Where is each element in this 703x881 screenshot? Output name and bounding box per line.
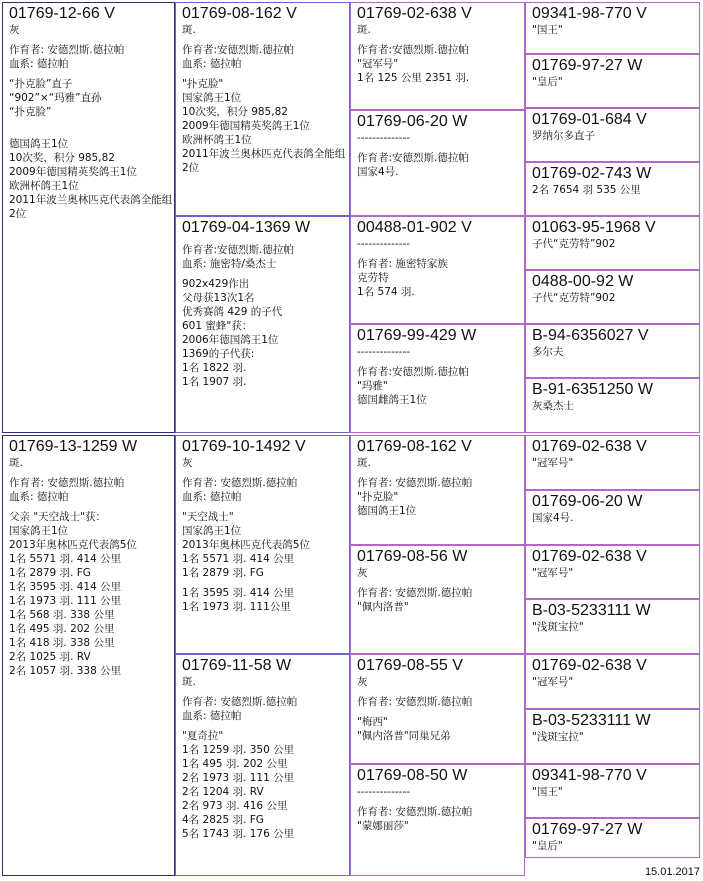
achievement-line: 10次奖，积分 985,82 <box>9 152 115 164</box>
grandparent-card <box>350 764 525 876</box>
color-label: 斑. <box>182 24 196 36</box>
ring-number: 01769-97-27 W <box>532 821 643 838</box>
ring-number: 01769-02-743 W <box>532 165 652 182</box>
ring-number: 01769-11-58 W <box>182 657 292 674</box>
bloodline-label: 血系: 德拉帕 <box>9 491 69 503</box>
color-label: 灰 <box>9 24 20 36</box>
description-line: 灰桑杰士 <box>532 400 574 412</box>
ring-number: 01769-06-20 W <box>357 113 468 130</box>
achievement-line: 德国鸽王1位 <box>9 138 69 150</box>
description-line: "国王" <box>532 786 563 798</box>
description-line: “902”×“玛雅”直孙 <box>9 92 102 104</box>
name-line: "玛雅" <box>357 380 388 392</box>
sire-card-top <box>175 2 350 216</box>
color-label: 斑. <box>357 24 371 36</box>
achievement-line: 国家鸽王1位 <box>9 525 69 537</box>
result-row: 2名 1025 羽. RV <box>9 651 91 663</box>
great-grandparent-card <box>525 54 700 108</box>
color-label: 斑. <box>9 457 23 469</box>
result-row: 1名 5571 羽. 414 公里 <box>182 553 295 565</box>
description-line: 优秀赛鸽 429 的子代 <box>182 306 283 318</box>
result-row: 2名 1973 羽. 111 公里 <box>182 772 295 784</box>
ring-number: 01769-08-56 W <box>357 548 468 565</box>
dam-card-top <box>175 216 350 433</box>
great-grandparent-card <box>525 270 700 324</box>
description-line: 克劳特 <box>357 272 389 284</box>
bloodline-label: 血系: 德拉帕 <box>182 58 242 70</box>
color-label: 斑. <box>357 457 371 469</box>
ring-number: 01769-02-638 V <box>532 548 647 565</box>
dash-line: -------------- <box>357 132 411 144</box>
great-grandparent-card <box>525 216 700 270</box>
description-line: 601 蜜蜂"获： <box>182 320 253 332</box>
ring-number: 0488-00-92 W <box>532 273 634 290</box>
result-row: 1名 2879 羽. FG <box>9 567 91 579</box>
result-row: 1名 495 羽. 202 公里 <box>182 758 288 770</box>
grandparent-card <box>350 324 525 433</box>
achievement-line: 国家鸽王1位 <box>182 92 242 104</box>
dash-line: -------------- <box>357 238 411 250</box>
dash-line: -------------- <box>357 786 411 798</box>
ring-number: 01769-01-684 V <box>532 111 647 128</box>
grandparent-card <box>350 654 525 764</box>
bloodline-label: 血系: 施密特/桑杰士 <box>182 258 277 270</box>
grandparent-card <box>350 216 525 324</box>
result-row: 1名 1259 羽. 350 公里 <box>182 744 295 756</box>
great-grandparent-card <box>525 324 700 378</box>
color-label: 灰 <box>357 676 368 688</box>
name-line: "梅西" <box>357 716 388 728</box>
description-line: "浅斑宝拉" <box>532 731 584 743</box>
breeder-label: 作育者: 安德烈斯.德拉帕 <box>182 477 298 489</box>
result-row: 2名 973 羽. 416 公里 <box>182 800 288 812</box>
breeder-label: 作育者:安德烈斯.德拉帕 <box>182 244 294 256</box>
result-row: 4名 2825 羽. FG <box>182 814 264 826</box>
ring-number: 01769-99-429 W <box>357 327 477 344</box>
breeder-label: 作育者:安德烈斯.德拉帕 <box>357 44 469 56</box>
ring-number: B-03-5233111 W <box>532 602 651 619</box>
description-line: 父母获13次1名 <box>182 292 255 304</box>
ring-number: 01769-02-638 V <box>532 657 647 674</box>
result-row: 1名 418 羽. 338 公里 <box>9 637 115 649</box>
ring-number: 01769-08-50 W <box>357 767 468 784</box>
result-row: 1名 1822 羽. <box>182 362 247 374</box>
achievement-line: 2011年波兰奥林匹克代表鸽全能组2位 <box>182 148 346 174</box>
result-row: 2名 1057 羽. 338 公里 <box>9 665 122 677</box>
ring-number: 01769-13-1259 W <box>9 438 138 455</box>
great-grandparent-card <box>525 654 700 709</box>
description-line: "冠军号" <box>532 676 574 688</box>
great-grandparent-card <box>525 709 700 764</box>
ring-number: 01769-10-1492 V <box>182 438 306 455</box>
result-row: 5名 1743 羽. 176 公里 <box>182 828 295 840</box>
breeder-label: 作育者: 安德烈斯.德拉帕 <box>357 696 473 708</box>
great-grandparent-card <box>525 2 700 54</box>
achievement-line: 2009年德国精英奖鸽王1位 <box>9 166 137 178</box>
ring-number: B-91-6351250 W <box>532 381 653 398</box>
great-grandparent-card <box>525 599 700 654</box>
breeder-label: 作育者:安德烈斯.德拉帕 <box>182 44 294 56</box>
ring-number: 01769-12-66 V <box>9 5 115 22</box>
breeder-label: 作育者: 安德烈斯.德拉帕 <box>357 477 473 489</box>
subject-bird-card-top <box>2 2 175 433</box>
result-row: 1名 1907 羽. <box>182 376 247 388</box>
bloodline-label: 血系: 德拉帕 <box>9 58 69 70</box>
great-grandparent-card <box>525 490 700 545</box>
grandparent-card <box>350 435 525 545</box>
name-line: "天空战士" <box>182 511 234 523</box>
achievement-line: 德国鸽王1位 <box>357 505 417 517</box>
breeder-label: 作育者:安德烈斯.德拉帕 <box>357 366 469 378</box>
description-line: 罗纳尔多直子 <box>532 130 595 142</box>
result-row: 1名 3595 羽. 414 公里 <box>9 581 122 593</box>
ring-number: B-94-6356027 V <box>532 327 649 344</box>
name-line: "冠军号" <box>357 58 399 70</box>
name-line: "扑克脸" <box>182 78 224 90</box>
description-line: 父亲 "天空战士"获： <box>9 511 106 523</box>
grandparent-card <box>350 545 525 654</box>
achievement-line: 欧洲杯鸽王1位 <box>9 180 79 192</box>
achievement-line: 2009年德国精英奖鸽王1位 <box>182 120 310 132</box>
description-line: 多尔夫 <box>532 346 564 358</box>
ring-number: 01769-02-638 V <box>532 438 647 455</box>
description-line: "皇后" <box>532 840 563 852</box>
description-line: “扑克脸” <box>9 106 52 118</box>
ring-number: 01063-95-1968 V <box>532 219 656 236</box>
description-line: 2名 7654 羽 535 公里 <box>532 184 641 196</box>
dash-line: -------------- <box>357 346 411 358</box>
name-line: "扑克脸" <box>357 491 399 503</box>
great-grandparent-card <box>525 764 700 818</box>
great-grandparent-card <box>525 545 700 599</box>
color-label: 灰 <box>182 457 193 469</box>
great-grandparent-card <box>525 378 700 433</box>
bloodline-label: 血系: 德拉帕 <box>182 491 242 503</box>
ring-number: 09341-98-770 V <box>532 5 647 22</box>
result-row: 1名 5571 羽. 414 公里 <box>9 553 122 565</box>
description-line: "皇后" <box>532 76 563 88</box>
ring-number: 00488-01-902 V <box>357 219 472 236</box>
dam-card-bottom <box>175 654 350 876</box>
description-line: 子代“克劳特”902 <box>532 292 616 304</box>
achievement-line: 2013年奥林匹克代表鸽5位 <box>9 539 137 551</box>
grandparent-card <box>350 2 525 110</box>
ring-number: 01769-06-20 W <box>532 493 643 510</box>
description-line: 德国雌鸽王1位 <box>357 394 427 406</box>
ring-number: 01769-02-638 V <box>357 5 472 22</box>
description-line: "佩内洛普"同巢兄弟 <box>357 730 451 742</box>
description-line: 国家4号. <box>532 512 574 524</box>
ring-number: 01769-08-162 V <box>182 5 297 22</box>
great-grandparent-card <box>525 162 700 216</box>
achievement-line: 国家鸽王1位 <box>182 525 242 537</box>
grandparent-card <box>350 110 525 216</box>
result-row: 1名 3595 羽. 414 公里 <box>182 587 295 599</box>
result-row: 1名 574 羽. <box>357 286 415 298</box>
description-line: 国家4号. <box>357 166 399 178</box>
breeder-label: 作育者: 安德烈斯.德拉帕 <box>182 696 298 708</box>
subject-bird-card-bottom <box>2 435 175 876</box>
result-row: 1名 1973 羽. 111 公里 <box>9 595 122 607</box>
result-row: 1名 495 羽. 202 公里 <box>9 623 115 635</box>
breeder-label: 作育者: 安德烈斯.德拉帕 <box>9 477 125 489</box>
description-line: 2006年德国鸽王1位 <box>182 334 279 346</box>
result-row: 1名 125 公里 2351 羽. <box>357 72 470 84</box>
name-line: "蒙娜丽莎" <box>357 820 409 832</box>
breeder-label: 作育者: 安德烈斯.德拉帕 <box>357 806 473 818</box>
description-line: 902x429作出 <box>182 278 250 290</box>
ring-number: 01769-08-162 V <box>357 438 472 455</box>
result-row: 2名 1204 羽. RV <box>182 786 264 798</box>
achievement-line: 欧洲杯鸽王1位 <box>182 134 252 146</box>
ring-number: 01769-04-1369 W <box>182 219 311 236</box>
ring-number: 09341-98-770 V <box>532 767 647 784</box>
description-line: "国王" <box>532 24 563 36</box>
bloodline-label: 血系: 德拉帕 <box>182 710 242 722</box>
description-line: "浅斑宝拉" <box>532 621 584 633</box>
description-line: "冠军号" <box>532 567 574 579</box>
ring-number: B-03-5233111 W <box>532 712 651 729</box>
ring-number: 01769-97-27 W <box>532 57 643 74</box>
breeder-label: 作育者: 施密特家族 <box>357 258 448 270</box>
achievement-line: 2013年奥林匹克代表鸽5位 <box>182 539 310 551</box>
result-row: 1名 568 羽. 338 公里 <box>9 609 115 621</box>
description-line: “扑克脸”直子 <box>9 78 73 90</box>
color-label: 灰 <box>357 567 368 579</box>
ring-number: 01769-08-55 V <box>357 657 463 674</box>
description-line: "冠军号" <box>532 457 574 469</box>
color-label: 斑. <box>182 676 196 688</box>
date-stamp: 15.01.2017 <box>644 866 700 878</box>
description-line: 1369的子代获: <box>182 348 255 360</box>
achievement-line: 2011年波兰奥林匹克代表鸽全能组2位 <box>9 194 173 220</box>
great-grandparent-card <box>525 108 700 162</box>
breeder-label: 作育者:安德烈斯.德拉帕 <box>357 152 469 164</box>
result-row: 1名 2879 羽. FG <box>182 567 264 579</box>
great-grandparent-card <box>525 818 700 858</box>
description-line: 子代“克劳特”902 <box>532 238 616 250</box>
great-grandparent-card <box>525 435 700 490</box>
sire-card-bottom <box>175 435 350 654</box>
name-line: "佩内洛普" <box>357 601 409 613</box>
breeder-label: 作育者: 安德烈斯.德拉帕 <box>9 44 125 56</box>
result-row: 1名 1973 羽. 111公里 <box>182 601 291 613</box>
name-line: "夏奇拉" <box>182 730 224 742</box>
achievement-line: 10次奖，积分 985,82 <box>182 106 288 118</box>
breeder-label: 作育者: 安德烈斯.德拉帕 <box>357 587 473 599</box>
